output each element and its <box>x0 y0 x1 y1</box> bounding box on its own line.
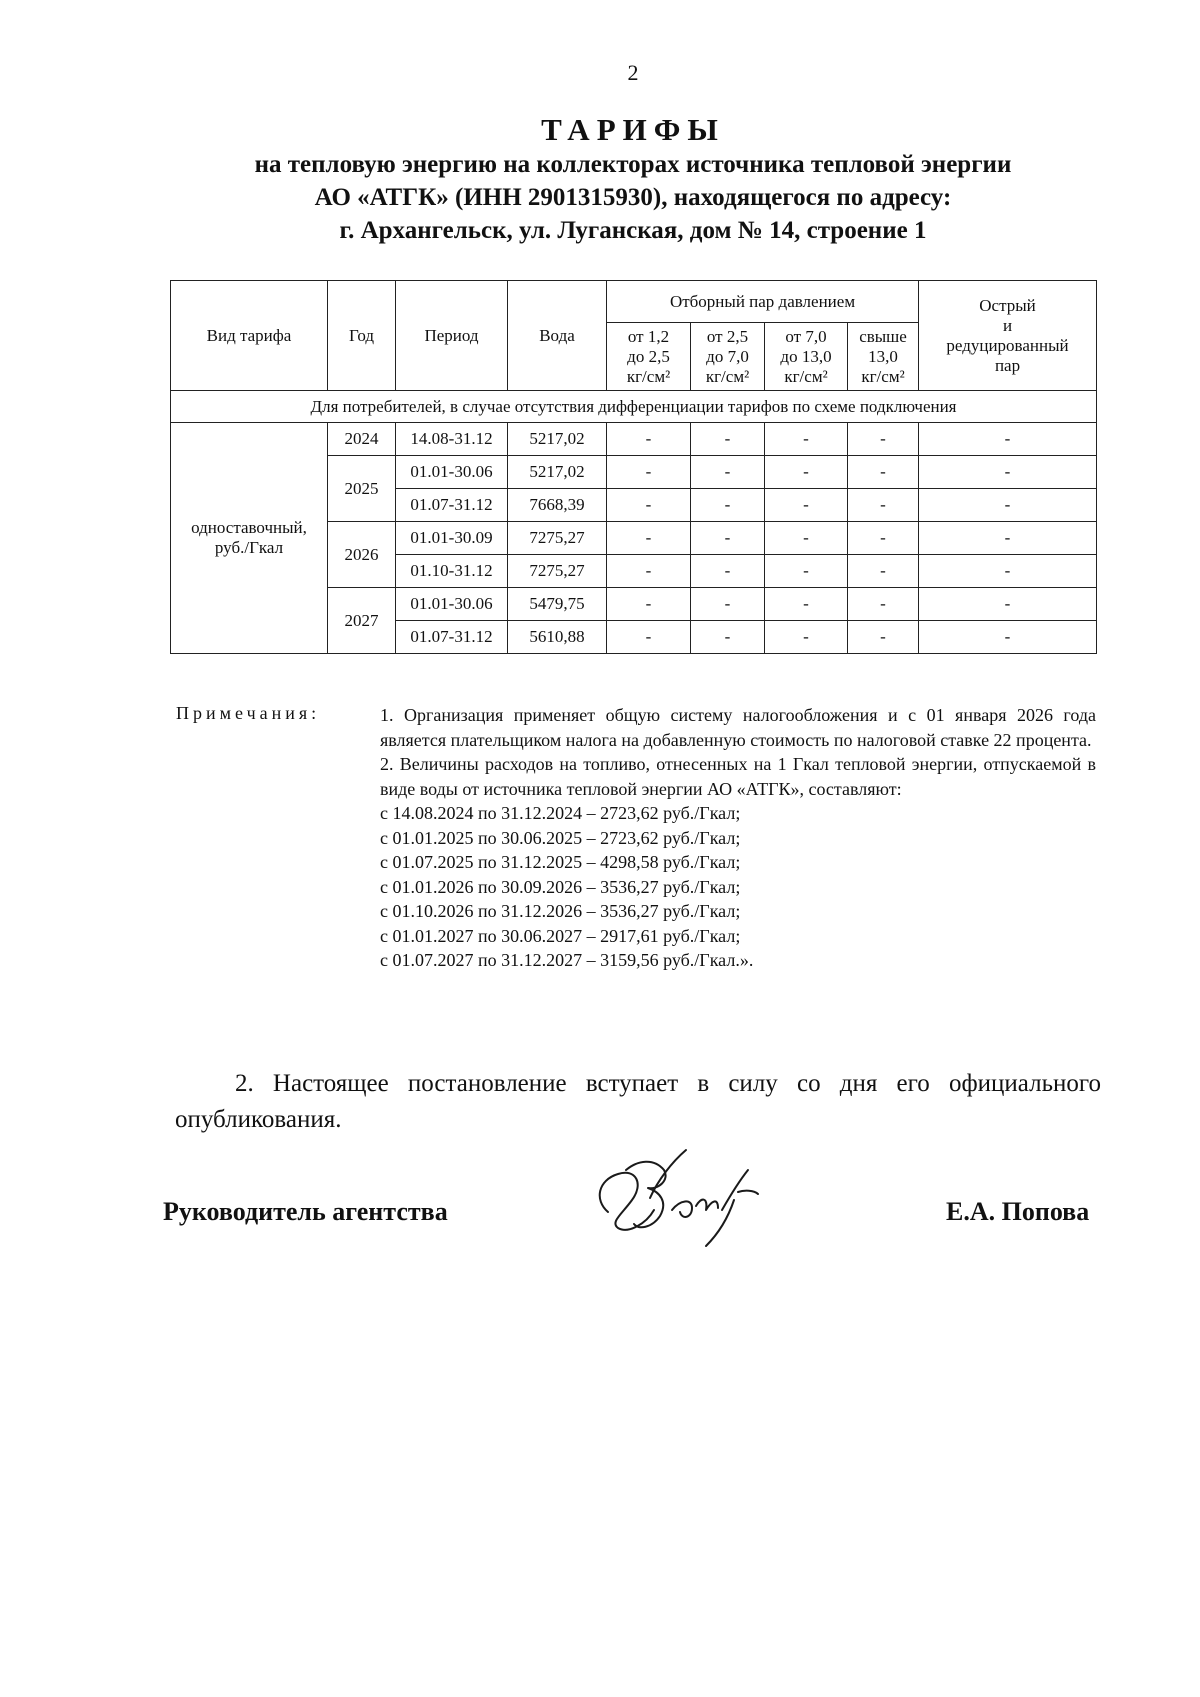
dash-cell: - <box>691 621 765 654</box>
table-row <box>171 423 1097 456</box>
header-tariff-type: Вид тарифа <box>171 281 328 391</box>
dash-cell: - <box>691 489 765 522</box>
effective-date-paragraph: 2. Настоящее постановление вступает в силу со дня его официального опубликования. <box>175 1070 1101 1133</box>
dash-cell: - <box>919 588 1097 621</box>
dash-cell: - <box>848 588 919 621</box>
header-steam-1: от 1,2 до 2,5 кг/см² <box>607 323 691 391</box>
water-cell: 7275,27 <box>508 555 607 588</box>
dash-cell: - <box>848 522 919 555</box>
header-steam-group: Отборный пар давлением <box>607 281 919 323</box>
dash-cell: - <box>919 555 1097 588</box>
water-cell: 5610,88 <box>508 621 607 654</box>
subtitle-line: АО «АТГК» (ИНН 2901315930), находящегося по адресу: <box>314 184 952 211</box>
header-steam-4: свыше 13,0 кг/см² <box>848 323 919 391</box>
dash-cell: - <box>691 588 765 621</box>
period-cell: 01.01-30.06 <box>396 456 508 489</box>
dash-cell: - <box>691 522 765 555</box>
water-cell: 7275,27 <box>508 522 607 555</box>
fuel-cost-line: с 01.01.2025 по 30.06.2025 – 2723,62 руб./Гкал; <box>380 827 741 848</box>
dash-cell: - <box>607 555 691 588</box>
header-period: Период <box>396 281 508 391</box>
notes-body <box>380 703 1096 973</box>
dash-cell: - <box>607 456 691 489</box>
dash-cell: - <box>765 423 848 456</box>
fuel-cost-line: с 01.10.2026 по 31.12.2026 – 3536,27 руб./Гкал; <box>380 901 741 921</box>
subtitle-line: г. Архангельск, ул. Луганская, дом № 14, строение 1 <box>339 217 927 244</box>
water-cell: 5217,02 <box>508 456 607 489</box>
dash-cell: - <box>607 621 691 654</box>
water-cell: 5479,75 <box>508 588 607 621</box>
note-2: 2. Величины расходов на топливо, отнесенных на 1 Гкал тепловой энергии, отпускаемой в виде воды от источника тепловой энергии АО «АТГК», составляют: <box>380 754 1096 799</box>
dash-cell: - <box>607 588 691 621</box>
dash-cell: - <box>848 489 919 522</box>
document-subtitle <box>150 148 1116 247</box>
fuel-cost-line: с 01.07.2025 по 31.12.2025 – 4298,58 руб./Гкал; <box>380 852 741 872</box>
header-steam-2: от 2,5 до 7,0 кг/см² <box>691 323 765 391</box>
page-number: 2 <box>627 60 639 85</box>
dash-cell: - <box>919 489 1097 522</box>
dash-cell: - <box>607 423 691 456</box>
period-cell: 01.01-30.09 <box>396 522 508 555</box>
header-steam-3: от 7,0 до 13,0 кг/см² <box>765 323 848 391</box>
period-cell: 01.01-30.06 <box>396 588 508 621</box>
tariff-type-cell: одноставочный, руб./Гкал <box>171 423 328 654</box>
dash-cell: - <box>848 555 919 588</box>
header-year: Год <box>328 281 396 391</box>
subtitle-line: на тепловую энергию на коллекторах источника тепловой энергии <box>254 151 1012 178</box>
dash-cell: - <box>765 489 848 522</box>
dash-cell: - <box>607 489 691 522</box>
dash-cell: - <box>691 555 765 588</box>
dash-cell: - <box>691 423 765 456</box>
group-row: Для потребителей, в случае отсутствия дифференциации тарифов по схеме подключения <box>171 391 1097 423</box>
period-cell: 01.10-31.12 <box>396 555 508 588</box>
header-water: Вода <box>508 281 607 391</box>
year-cell: 2024 <box>328 423 396 456</box>
period-cell: 01.07-31.12 <box>396 489 508 522</box>
notes-label: Примечания: <box>176 703 321 723</box>
dash-cell: - <box>765 555 848 588</box>
year-cell: 2025 <box>328 456 396 522</box>
dash-cell: - <box>919 522 1097 555</box>
dash-cell: - <box>607 522 691 555</box>
document-title: ТАРИФЫ <box>541 112 725 147</box>
dash-cell: - <box>765 621 848 654</box>
dash-cell: - <box>848 423 919 456</box>
dash-cell: - <box>765 522 848 555</box>
dash-cell: - <box>691 456 765 489</box>
year-cell: 2027 <box>328 588 396 654</box>
water-cell: 5217,02 <box>508 423 607 456</box>
dash-cell: - <box>848 621 919 654</box>
dash-cell: - <box>765 456 848 489</box>
water-cell: 7668,39 <box>508 489 607 522</box>
dash-cell: - <box>919 621 1097 654</box>
dash-cell: - <box>919 456 1097 489</box>
tariff-table <box>170 280 1097 654</box>
period-cell: 14.08-31.12 <box>396 423 508 456</box>
dash-cell: - <box>765 588 848 621</box>
signatory-name: Е.А. Попова <box>946 1197 1090 1226</box>
note-1: 1. Организация применяет общую систему налогообложения и с 01 января 2026 года является плательщиком налога на добавленную стоимость по налоговой ставке 22 процента. <box>380 705 1096 750</box>
fuel-cost-line: с 14.08.2024 по 31.12.2024 – 2723,62 руб./Гкал; <box>380 803 741 823</box>
handwritten-signature <box>588 1140 768 1250</box>
fuel-cost-line: с 01.07.2027 по 31.12.2027 – 3159,56 руб./Гкал.». <box>380 950 754 970</box>
year-cell: 2026 <box>328 522 396 588</box>
dash-cell: - <box>848 456 919 489</box>
fuel-cost-line: с 01.01.2026 по 30.09.2026 – 3536,27 руб./Гкал; <box>380 876 741 897</box>
period-cell: 01.07-31.12 <box>396 621 508 654</box>
signatory-position: Руководитель агентства <box>163 1197 448 1226</box>
header-sharp-steam: Острый и редуцированный пар <box>919 281 1097 391</box>
fuel-cost-line: с 01.01.2027 по 30.06.2027 – 2917,61 руб./Гкал; <box>380 925 741 946</box>
dash-cell: - <box>919 423 1097 456</box>
